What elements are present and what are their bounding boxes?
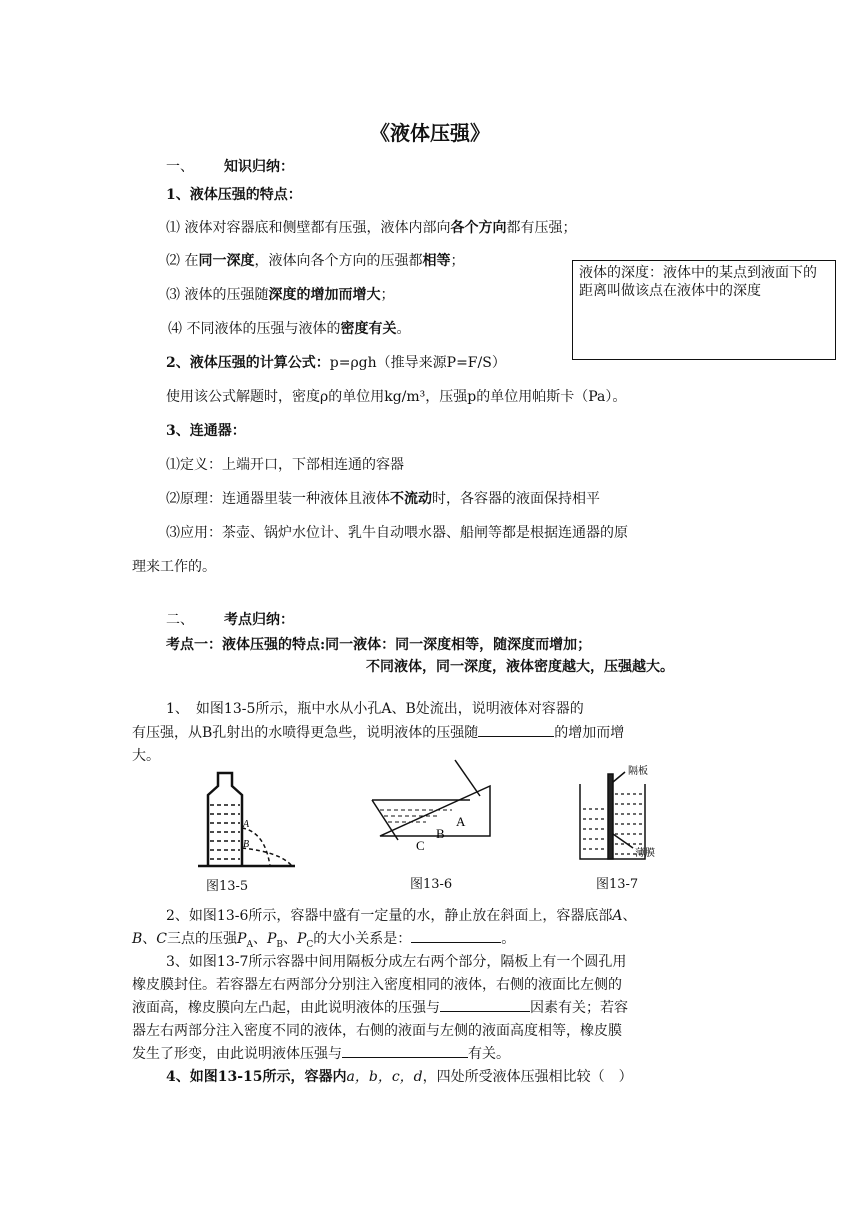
section-2-heading: 二、 考点归纳： (166, 612, 294, 628)
q4-line-1: 4、如图13-15所示，容器内a，b，c，d，四处所受液体压强相比较（ ） (166, 1069, 633, 1085)
kaodian-1-line-1: 考点一：液体压强的特点:同一液体：同一深度相等，随深度而增加； (166, 637, 592, 653)
p3-item-2: ⑵原理：连通器里装一种液体且液体不流动时，各容器的液面保持相平 (166, 491, 600, 507)
q3-line-5: 发生了形变，由此说明液体压强与 有关。 (132, 1043, 510, 1063)
fig2-label-C: C (416, 838, 425, 853)
p1-title: 1、液体压强的特点： (166, 187, 302, 203)
q3-line-2: 橡皮膜封住。若容器左右两部分分别注入密度相同的液体，右侧的液面比左侧的 (132, 977, 622, 993)
p3-item-3-cont: 理来工作的。 (132, 559, 216, 575)
fig2-label-A: A (456, 814, 466, 829)
q3-line-3: 液面高，橡皮膜向左凸起，由此说明液体的压强与 因素有关；若容 (132, 997, 628, 1017)
q3-line-1: 3、如图13-7所示容器中间用隔板分成左右两个部分，隔板上有一个圆孔用 (166, 954, 627, 970)
fig-caption-13-5: 图13-5 (206, 879, 249, 894)
q2-line-1: 2、如图13-6所示，容器中盛有一定量的水，静止放在斜面上，容器底部A、 (166, 908, 637, 924)
p2-formula-line: 2、液体压强的计算公式：p=ρgh（推导来源P=F/S） (166, 355, 506, 371)
fig3-label-membrane: 薄膜 (635, 848, 655, 859)
page-title: 《液体压强》 (370, 121, 490, 145)
p1-item-4: ⑷ 不同液体的压强与液体的密度有关。 (168, 321, 411, 337)
p2-usage: 使用该公式解题时，密度ρ的单位用kg/m³，压强p的单位用帕斯卡（Pa）。 (166, 389, 627, 405)
fig2-label-B: B (436, 826, 445, 841)
figure-13-6-incline (360, 758, 500, 858)
svg-text:B: B (243, 839, 250, 850)
p3-title: 3、连通器： (166, 423, 246, 439)
kaodian-1-line-2: 不同液体，同一深度，液体密度越大，压强越大。 (366, 659, 674, 675)
figure-13-7-divided-container (575, 764, 685, 868)
fig-caption-13-6: 图13-6 (410, 877, 453, 892)
p1-item-2: ⑵ 在同一深度，液体向各个方向的压强都相等； (166, 253, 465, 269)
p3-item-3: ⑶应用：茶壶、锅炉水位计、乳牛自动喂水器、船闸等都是根据连通器的原 (166, 525, 628, 541)
q1-line-3: 大。 (132, 748, 160, 764)
fig3-label-partition: 隔板 (628, 766, 648, 777)
section-1-heading: 一、 知识归纳： (166, 159, 294, 175)
q1-line-1: 1、 如图13-5所示，瓶中水从小孔A、B处流出，说明液体对容器的 (166, 701, 584, 717)
q2-line-2: B、C三点的压强$P_A$、$P_B$、$P_C$的大小关系是： 。 (132, 928, 515, 950)
figure-13-5-bottle (190, 770, 300, 870)
fig-caption-13-7: 图13-7 (596, 877, 639, 892)
q1-line-2: 有压强，从B孔射出的水喷得更急些，说明液体的压强随 的增加而增 (132, 722, 624, 742)
p1-item-1: ⑴ 液体对容器底和侧壁都有压强，液体内部向各个方向都有压强； (166, 220, 577, 236)
p3-item-1: ⑴定义：上端开口，下部相连通的容器 (166, 457, 404, 473)
depth-note-box: 液体的深度：液体中的某点到液面下的距离叫做该点在液体中的深度 (572, 260, 836, 360)
p1-item-3: ⑶ 液体的压强随深度的增加而增大； (166, 287, 395, 303)
svg-text:A: A (243, 819, 250, 830)
q3-line-4: 器左右两部分注入密度不同的液体，右侧的液面与左侧的液面高度相等，橡皮膜 (132, 1023, 622, 1039)
